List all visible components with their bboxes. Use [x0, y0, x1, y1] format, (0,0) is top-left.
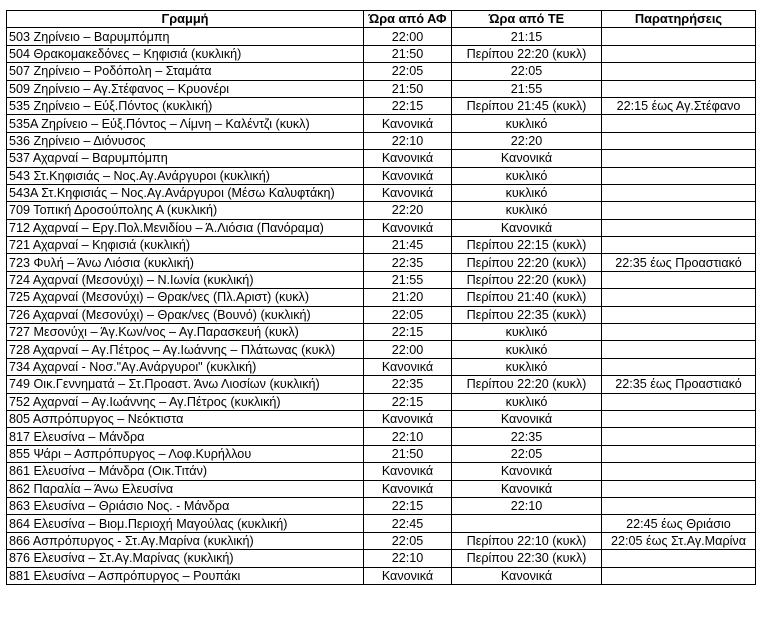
time-from-af-cell[interactable]: 22:15: [364, 97, 452, 114]
time-from-af-cell[interactable]: 22:05: [364, 306, 452, 323]
time-from-te-cell[interactable]: Περίπου 22:20 (κυκλ): [452, 271, 602, 288]
time-from-af-cell[interactable]: Κανονικά: [364, 184, 452, 201]
route-cell[interactable]: 876 Ελευσίνα – Στ.Αγ.Μαρίνας (κυκλική): [7, 550, 364, 567]
table-row: [7, 237, 756, 254]
notes-cell[interactable]: [602, 550, 756, 567]
time-from-te-cell[interactable]: 22:05: [452, 445, 602, 462]
time-from-af-cell[interactable]: 22:15: [364, 393, 452, 410]
time-from-te-cell[interactable]: 22:05: [452, 63, 602, 80]
notes-cell[interactable]: 22:05 έως Στ.Αγ.Μαρίνα: [602, 532, 756, 549]
time-from-af-cell[interactable]: 22:10: [364, 132, 452, 149]
time-from-te-cell[interactable]: Περίπου 22:35 (κυκλ): [452, 306, 602, 323]
table-row: [7, 80, 756, 97]
notes-cell[interactable]: [602, 132, 756, 149]
time-from-te-cell[interactable]: 22:20: [452, 132, 602, 149]
notes-cell[interactable]: [602, 80, 756, 97]
header-row: [7, 11, 756, 28]
time-from-af-cell[interactable]: 22:15: [364, 497, 452, 514]
notes-cell[interactable]: [602, 306, 756, 323]
time-from-af-cell[interactable]: Κανονικά: [364, 358, 452, 375]
time-from-te-cell[interactable]: κυκλικό: [452, 393, 602, 410]
route-cell[interactable]: 728 Αχαρναί – Αγ.Πέτρος – Αγ.Ιωάννης – Πλάτωνας (κυκλ): [7, 341, 364, 358]
route-cell[interactable]: 721 Αχαρναί – Κηφισιά (κυκλική): [7, 237, 364, 254]
time-from-te-cell[interactable]: Κανονικά: [452, 463, 602, 480]
time-from-af-cell[interactable]: Κανονικά: [364, 463, 452, 480]
schedule-table: [6, 10, 756, 585]
time-from-te-cell[interactable]: Περίπου 22:20 (κυκλ): [452, 376, 602, 393]
notes-cell[interactable]: [602, 324, 756, 341]
route-cell[interactable]: 723 Φυλή – Άνω Λιόσια (κυκλική): [7, 254, 364, 271]
route-cell[interactable]: 817 Ελευσίνα – Μάνδρα: [7, 428, 364, 445]
route-cell[interactable]: 749 Οικ.Γεννηματά – Στ.Προαστ. Άνω Λιοσίων (κυκλική): [7, 376, 364, 393]
table-row: [7, 393, 756, 410]
time-from-te-cell[interactable]: 22:10: [452, 497, 602, 514]
time-from-af-cell[interactable]: 22:05: [364, 532, 452, 549]
header-from-te[interactable]: Ώρα από ΤΕ: [452, 11, 602, 28]
time-from-te-cell[interactable]: Περίπου 22:20 (κυκλ): [452, 45, 602, 62]
notes-cell[interactable]: [602, 393, 756, 410]
table-row: [7, 567, 756, 584]
time-from-te-cell[interactable]: Κανονικά: [452, 219, 602, 236]
route-cell[interactable]: 725 Αχαρναί (Μεσονύχι) – Θρακ/νες (Πλ.Αριστ) (κυκλ): [7, 289, 364, 306]
route-cell[interactable]: 507 Ζηρίνειο – Ροδόπολη – Σταμάτα: [7, 63, 364, 80]
table-row: [7, 324, 756, 341]
time-from-af-cell[interactable]: 22:45: [364, 515, 452, 532]
time-from-af-cell[interactable]: 22:00: [364, 341, 452, 358]
route-cell[interactable]: 727 Μεσονύχι – Άγ.Κων/νος – Αγ.Παρασκευή (κυκλ): [7, 324, 364, 341]
route-cell[interactable]: 805 Ασπρόπυργος – Νεόκτιστα: [7, 410, 364, 427]
table-row: [7, 341, 756, 358]
route-cell[interactable]: 864 Ελευσίνα – Βιομ.Περιοχή Μαγούλας (κυκλική): [7, 515, 364, 532]
table-row: [7, 184, 756, 201]
notes-cell[interactable]: 22:15 έως Αγ.Στέφανο: [602, 97, 756, 114]
notes-cell[interactable]: [602, 289, 756, 306]
time-from-te-cell[interactable]: κυκλικό: [452, 341, 602, 358]
route-cell[interactable]: 712 Αχαρναί – Εργ.Πολ.Μενιδίου – Ά.Λιόσια (Πανόραμα): [7, 219, 364, 236]
table-row: [7, 480, 756, 497]
time-from-te-cell[interactable]: [452, 515, 602, 532]
notes-cell[interactable]: [602, 45, 756, 62]
time-from-te-cell[interactable]: Περίπου 22:15 (κυκλ): [452, 237, 602, 254]
route-cell[interactable]: 504 Θρακομακεδόνες – Κηφισιά (κυκλική): [7, 45, 364, 62]
time-from-af-cell[interactable]: 22:15: [364, 324, 452, 341]
time-from-te-cell[interactable]: Κανονικά: [452, 410, 602, 427]
table-row: [7, 115, 756, 132]
notes-cell[interactable]: [602, 358, 756, 375]
route-cell[interactable]: 503 Ζηρίνειο – Βαρυμπόμπη: [7, 28, 364, 45]
notes-cell[interactable]: [602, 428, 756, 445]
time-from-af-cell[interactable]: Κανονικά: [364, 150, 452, 167]
notes-cell[interactable]: 22:35 έως Προαστιακό: [602, 376, 756, 393]
time-from-te-cell[interactable]: κυκλικό: [452, 115, 602, 132]
table-row: [7, 515, 756, 532]
table-row: [7, 410, 756, 427]
route-cell[interactable]: 861 Ελευσίνα – Μάνδρα (Οικ.Τιτάν): [7, 463, 364, 480]
table-row: [7, 45, 756, 62]
notes-cell[interactable]: [602, 341, 756, 358]
table-row: [7, 497, 756, 514]
table-row: [7, 28, 756, 45]
notes-cell[interactable]: [602, 497, 756, 514]
time-from-af-cell[interactable]: 21:20: [364, 289, 452, 306]
table-row: [7, 254, 756, 271]
table-row: [7, 271, 756, 288]
notes-cell[interactable]: [602, 463, 756, 480]
notes-cell[interactable]: [602, 219, 756, 236]
route-cell[interactable]: 734 Αχαρναί - Νοσ."Αγ.Ανάργυροι" (κυκλική): [7, 358, 364, 375]
time-from-te-cell[interactable]: 21:15: [452, 28, 602, 45]
time-from-te-cell[interactable]: Περίπου 22:20 (κυκλ): [452, 254, 602, 271]
time-from-af-cell[interactable]: Κανονικά: [364, 115, 452, 132]
notes-cell[interactable]: [602, 167, 756, 184]
table-row: [7, 289, 756, 306]
route-cell[interactable]: 535Α Ζηρίνειο – Εύξ.Πόντος – Λίμνη – Καλέντζι (κυκλ): [7, 115, 364, 132]
time-from-te-cell[interactable]: κυκλικό: [452, 202, 602, 219]
route-cell[interactable]: 709 Τοπική Δροσούπολης Α (κυκλική): [7, 202, 364, 219]
header-from-af[interactable]: Ώρα από ΑΦ: [364, 11, 452, 28]
time-from-af-cell[interactable]: 21:50: [364, 80, 452, 97]
time-from-te-cell[interactable]: 21:55: [452, 80, 602, 97]
time-from-te-cell[interactable]: κυκλικό: [452, 184, 602, 201]
notes-cell[interactable]: [602, 271, 756, 288]
notes-cell[interactable]: [602, 237, 756, 254]
notes-cell[interactable]: [602, 184, 756, 201]
notes-cell[interactable]: [602, 567, 756, 584]
time-from-af-cell[interactable]: 22:10: [364, 550, 452, 567]
route-cell[interactable]: 855 Ψάρι – Ασπρόπυργος – Λοφ.Κυρήλλου: [7, 445, 364, 462]
table-row: [7, 376, 756, 393]
notes-cell[interactable]: 22:35 έως Προαστιακό: [602, 254, 756, 271]
time-from-te-cell[interactable]: Περίπου 22:10 (κυκλ): [452, 532, 602, 549]
time-from-te-cell[interactable]: κυκλικό: [452, 324, 602, 341]
route-cell[interactable]: 752 Αχαρναί – Αγ.Ιωάννης – Αγ.Πέτρος (κυκλική): [7, 393, 364, 410]
time-from-af-cell[interactable]: 22:20: [364, 202, 452, 219]
notes-cell[interactable]: [602, 150, 756, 167]
time-from-te-cell[interactable]: Περίπου 22:30 (κυκλ): [452, 550, 602, 567]
route-cell[interactable]: 881 Ελευσίνα – Ασπρόπυργος – Ρουπάκι: [7, 567, 364, 584]
time-from-af-cell[interactable]: 21:55: [364, 271, 452, 288]
time-from-te-cell[interactable]: κυκλικό: [452, 358, 602, 375]
notes-cell[interactable]: [602, 63, 756, 80]
table-row: [7, 550, 756, 567]
time-from-af-cell[interactable]: 21:50: [364, 45, 452, 62]
table-row: [7, 428, 756, 445]
time-from-af-cell[interactable]: 22:35: [364, 254, 452, 271]
time-from-af-cell[interactable]: Κανονικά: [364, 167, 452, 184]
time-from-te-cell[interactable]: Κανονικά: [452, 567, 602, 584]
route-cell[interactable]: 866 Ασπρόπυργος - Στ.Αγ.Μαρίνα (κυκλική): [7, 532, 364, 549]
route-cell[interactable]: 536 Ζηρίνειο – Διόνυσος: [7, 132, 364, 149]
table-row: [7, 532, 756, 549]
time-from-te-cell[interactable]: Κανονικά: [452, 480, 602, 497]
time-from-af-cell[interactable]: Κανονικά: [364, 219, 452, 236]
time-from-af-cell[interactable]: 22:10: [364, 428, 452, 445]
route-cell[interactable]: 863 Ελευσίνα – Θριάσιο Νος. - Μάνδρα: [7, 497, 364, 514]
time-from-te-cell[interactable]: Περίπου 21:45 (κυκλ): [452, 97, 602, 114]
time-from-af-cell[interactable]: 21:45: [364, 237, 452, 254]
notes-cell[interactable]: 22:45 έως Θριάσιο: [602, 515, 756, 532]
table-row: [7, 306, 756, 323]
notes-cell[interactable]: [602, 480, 756, 497]
time-from-af-cell[interactable]: 21:50: [364, 445, 452, 462]
table-row: [7, 97, 756, 114]
time-from-af-cell[interactable]: 22:35: [364, 376, 452, 393]
notes-cell[interactable]: [602, 410, 756, 427]
route-cell[interactable]: 509 Ζηρίνειο – Αγ.Στέφανος – Κρυονέρι: [7, 80, 364, 97]
header-route[interactable]: Γραμμή: [7, 11, 364, 28]
table-row: [7, 463, 756, 480]
route-cell[interactable]: 724 Αχαρναί (Μεσονύχι) – Ν.Ιωνία (κυκλική): [7, 271, 364, 288]
table-row: [7, 445, 756, 462]
notes-cell[interactable]: [602, 115, 756, 132]
time-from-te-cell[interactable]: Περίπου 21:40 (κυκλ): [452, 289, 602, 306]
time-from-te-cell[interactable]: κυκλικό: [452, 167, 602, 184]
notes-cell[interactable]: [602, 445, 756, 462]
notes-cell[interactable]: [602, 28, 756, 45]
notes-cell[interactable]: [602, 202, 756, 219]
table-row: [7, 167, 756, 184]
route-cell[interactable]: 537 Αχαρναί – Βαρυμπόμπη: [7, 150, 364, 167]
route-cell[interactable]: 726 Αχαρναί (Μεσονύχι) – Θρακ/νες (Βουνό) (κυκλική): [7, 306, 364, 323]
table-row: [7, 358, 756, 375]
time-from-af-cell[interactable]: Κανονικά: [364, 480, 452, 497]
time-from-te-cell[interactable]: 22:35: [452, 428, 602, 445]
time-from-af-cell[interactable]: 22:00: [364, 28, 452, 45]
time-from-te-cell[interactable]: Κανονικά: [452, 150, 602, 167]
table-row: [7, 63, 756, 80]
route-cell[interactable]: 543 Στ.Κηφισιάς – Νος.Αγ.Ανάργυροι (κυκλική): [7, 167, 364, 184]
header-notes[interactable]: Παρατηρήσεις: [602, 11, 756, 28]
table-row: [7, 219, 756, 236]
time-from-af-cell[interactable]: 22:05: [364, 63, 452, 80]
route-cell[interactable]: 862 Παραλία – Άνω Ελευσίνα: [7, 480, 364, 497]
time-from-af-cell[interactable]: Κανονικά: [364, 567, 452, 584]
route-cell[interactable]: 543Α Στ.Κηφισιάς – Νος.Αγ.Ανάργυροι (Μέσω Καλυφτάκη): [7, 184, 364, 201]
table-row: [7, 202, 756, 219]
table-row: [7, 150, 756, 167]
table-row: [7, 132, 756, 149]
route-cell[interactable]: 535 Ζηρίνειο – Εύξ.Πόντος (κυκλική): [7, 97, 364, 114]
time-from-af-cell[interactable]: Κανονικά: [364, 410, 452, 427]
